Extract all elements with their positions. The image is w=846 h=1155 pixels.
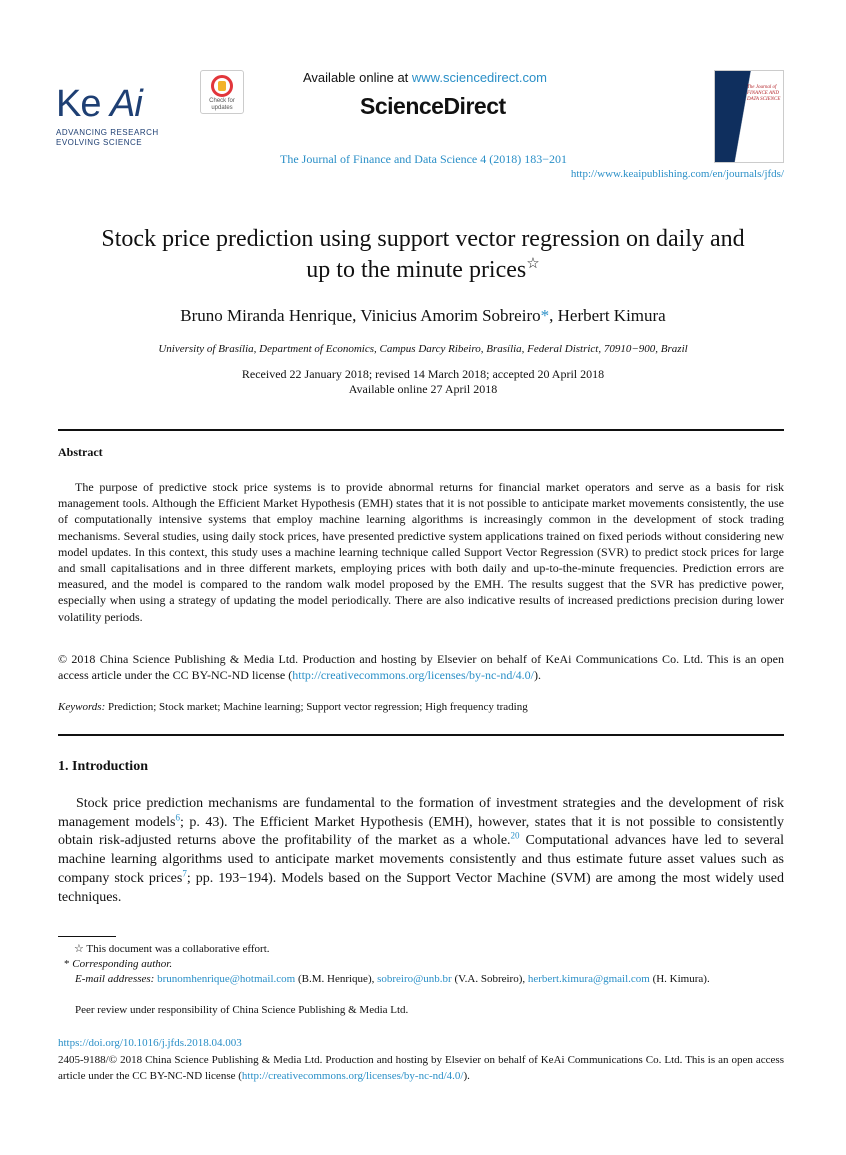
sciencedirect-link[interactable]: www.sciencedirect.com (411, 70, 548, 85)
issn-end: ). (463, 1069, 470, 1082)
keai-tagline-1: ADVANCING RESEARCH (56, 128, 159, 137)
available-online (303, 70, 547, 85)
footnote-corresponding (58, 957, 784, 973)
footnote-rule (58, 936, 116, 937)
journal-citation[interactable]: The Journal of Finance and Data Science 4 (2018) 183−201 (280, 152, 568, 166)
journal-cover-image (714, 70, 784, 163)
keywords (58, 701, 784, 713)
abstract-copyright (58, 651, 784, 683)
intro-text-3: Computational advances have led to several machine learning algorithms used to anticipate market movements consistently and thus estimate future asset values such as company stock prices (58, 833, 784, 886)
copyright-text: © 2018 China Science Publishing & Media Ltd. Production and hosting by Elsevier on behalf of KeAi Communications Co. Ltd. This is an open access article under the CC BY-NC-ND license ( (58, 652, 784, 683)
crossmark-label-1: Check for (209, 98, 235, 104)
section-heading-introduction: 1. Introduction (58, 759, 148, 774)
issn-copyright (58, 1053, 784, 1084)
crossmark-label (201, 98, 243, 112)
title-line-2-wrap (40, 255, 806, 286)
divider-bottom (58, 734, 784, 736)
keai-word-ai: Ai (110, 83, 142, 125)
abstract-text: The purpose of predictive stock price systems is to provide abnormal returns for financial market operators and serve as a basis for risk management tools. Although the Efficient Market Hypothesis (EMH) states that it is not possible to anticipate market movements consistently, the use of computationally intensive systems that employ machine learning algorithms is increasingly common in the development of stock trading mechanisms. Several studies, using daily stock prices, have presented predictive system applications trained on fixed periods without considering new model updates. In this context, this study uses a machine learning technique called Support Vector Regression (SVR) to predict stock prices for large and small capitalisations and in three different markets, employing prices with both daily and up-to-the-minute frequencies. Prediction errors are measured, and the model is compared to the random walk model proposed by the EMH. The results suggest that the SVR has predictive power, especially when using a strategy of updating the model periodically. There are also indicative results of increased predictions precision during lower volatility periods. (58, 480, 784, 624)
cover-title: The Journal of FINANCE AND DATA SCIENCE (747, 85, 781, 102)
article-dates (40, 367, 806, 397)
email-owner-henrique: (B.M. Henrique), (295, 973, 378, 985)
doi-link[interactable]: https://doi.org/10.1016/j.jfds.2018.04.003 (58, 1037, 242, 1049)
keywords-label: Keywords: (58, 701, 106, 713)
email-link-sobreiro[interactable]: sobreiro@unb.br (377, 973, 452, 985)
copyright-end: ). (534, 668, 541, 683)
footnote-star (58, 942, 784, 958)
footnote-peer-review: Peer review under responsibility of China Science Publishing & Media Ltd. (75, 1004, 409, 1016)
email-link-kimura[interactable]: herbert.kimura@gmail.com (527, 973, 650, 985)
email-owner-sobreiro: (V.A. Sobreiro), (451, 973, 528, 985)
intro-text-4: ; pp. 193−194). Models based on the Support Vector Machine (SVM) are among the most widely used techniques. (58, 870, 784, 905)
email-link-henrique[interactable]: brunomhenrique@hotmail.com (157, 973, 296, 985)
divider-top (58, 429, 784, 431)
keywords-list: Prediction; Stock market; Machine learning; Support vector regression; High frequency trading (105, 701, 528, 713)
footnote-emails (58, 972, 784, 988)
available-prefix: Available online at (303, 70, 412, 85)
footnote-star-text: This document was a collaborative effort. (83, 943, 270, 955)
intro-text-2: ; p. 43). The Efficient Market Hypothesis (EMH), however, states that it is not possible to consistently obtain risk-adjusted returns above the profitability of the market as a whole. (58, 814, 784, 849)
author-1: Bruno Miranda Henrique, (180, 306, 361, 325)
footnote-star-mark: ☆ (74, 943, 84, 955)
author-list (40, 306, 806, 326)
keai-logo (56, 84, 176, 148)
footer-license-link[interactable]: http://creativecommons.org/licenses/by-nc-nd/4.0/ (241, 1069, 464, 1082)
available-online-date: Available online 27 April 2018 (348, 382, 498, 396)
issn-text: 2405-9188/© 2018 China Science Publishing & Media Ltd. Production and hosting by Elsevier on behalf of KeAi Communications Co. Ltd. This is an open access article under the CC BY-NC-ND license ( (58, 1054, 784, 1082)
introduction-paragraph (58, 795, 784, 907)
author-3: , Herbert Kimura (549, 306, 666, 325)
title-line-1: Stock price prediction using support vector regression on daily and (101, 226, 745, 252)
title-footnote-star[interactable]: ☆ (526, 256, 540, 272)
corresponding-author-mark[interactable]: * (540, 306, 550, 325)
affiliation: University of Brasília, Department of Economics, Campus Darcy Ribeiro, Brasília, Federal District, 70910−900, Brazil (158, 343, 688, 355)
email-owner-kimura: (H. Kimura). (649, 973, 710, 985)
keai-tagline (56, 128, 176, 148)
abstract-heading: Abstract (58, 445, 103, 459)
footnote-corr-text: Corresponding author. (72, 958, 173, 970)
citation-ref-20[interactable]: 20 (510, 830, 520, 841)
journal-url[interactable]: http://www.keaipublishing.com/en/journals/jfds/ (570, 168, 784, 180)
title-line-2: up to the minute prices (306, 257, 527, 283)
author-2: Vinicius Amorim Sobreiro (360, 306, 541, 325)
sciencedirect-brand: ScienceDirect (360, 93, 506, 119)
crossmark-label-2: updates (211, 105, 233, 111)
check-for-updates-badge[interactable] (200, 70, 244, 114)
citation-ref-6[interactable]: 6 (175, 812, 180, 823)
article-title (40, 224, 806, 286)
crossmark-icon (211, 75, 233, 97)
received-dates: Received 22 January 2018; revised 14 March 2018; accepted 20 April 2018 (241, 367, 605, 381)
keai-wordmark (56, 84, 176, 124)
intro-text-1: Stock price prediction mechanisms are fundamental to the formation of investment strategies and the development of risk management models (58, 796, 784, 830)
license-link[interactable]: http://creativecommons.org/licenses/by-nc-nd/4.0/ (292, 668, 534, 683)
footnote-corr-mark: * (64, 958, 73, 970)
keai-word-ke: Ke (56, 83, 101, 125)
keai-tagline-2: EVOLVING SCIENCE (56, 138, 143, 147)
citation-ref-7[interactable]: 7 (182, 868, 187, 879)
email-label: E-mail addresses: (75, 973, 155, 985)
